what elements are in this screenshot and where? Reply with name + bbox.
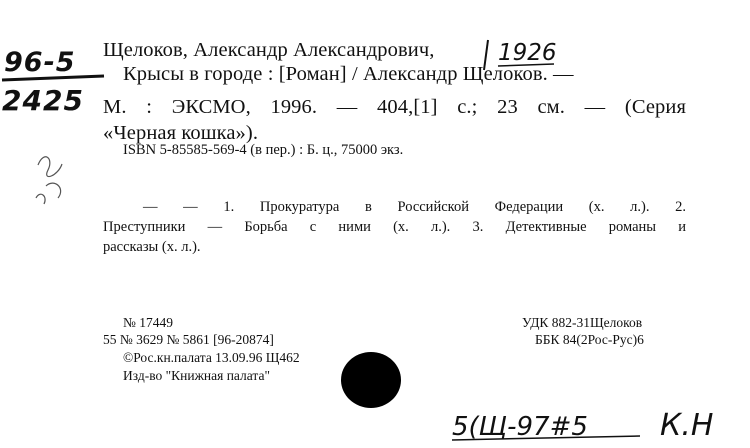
margin-scribble-icon <box>36 157 62 204</box>
handwritten-initials: К.Н <box>660 408 714 443</box>
bbk-code: ББК 84(2Рос-Рус)6 <box>535 332 644 347</box>
chamber-numbers: 55 № 3629 № 5861 [96-20874] <box>103 332 274 347</box>
year-bracket <box>484 40 488 70</box>
title-statement: Крысы в городе : [Роман] / Александр Щелоков. — <box>123 63 574 85</box>
author-heading: Щелоков, Александр Александрович, <box>103 39 435 61</box>
subject-line-2: Преступники — Борьба с ними (х. л.). 3. Детективные романы и <box>103 219 686 235</box>
series-statement: «Черная кошка»). <box>103 122 259 144</box>
record-number: № 17449 <box>123 315 174 330</box>
handwritten-year: 1926 <box>498 40 557 66</box>
publisher-line: Изд-во "Книжная палата" <box>123 368 270 383</box>
subject-line-1: — — 1. Прокуратура в Российской Федерации (х. л.). 2. <box>143 199 686 215</box>
subject-line-3: рассказы (х. л.). <box>103 239 201 255</box>
handwritten-shelf-note: 5(Щ-97#5 <box>452 412 588 442</box>
call-number-underline <box>2 76 104 80</box>
copyright-line: ©Рос.кн.палата 13.09.96 Щ462 <box>123 350 300 365</box>
publication-statement: М. : ЭКСМО, 1996. — 404,[1] с.; 23 см. — (Серия <box>103 96 686 118</box>
year-underline <box>498 64 554 66</box>
bottom-underline <box>452 436 640 440</box>
udk-code: УДК 882-31Щелоков <box>522 315 643 330</box>
call-number-top: 96-5 <box>4 47 76 78</box>
isbn-line: ISBN 5-85585-569-4 (в пер.) : Б. ц., 75000 экз. <box>123 142 404 158</box>
call-number-bottom: 2425 <box>2 84 84 117</box>
